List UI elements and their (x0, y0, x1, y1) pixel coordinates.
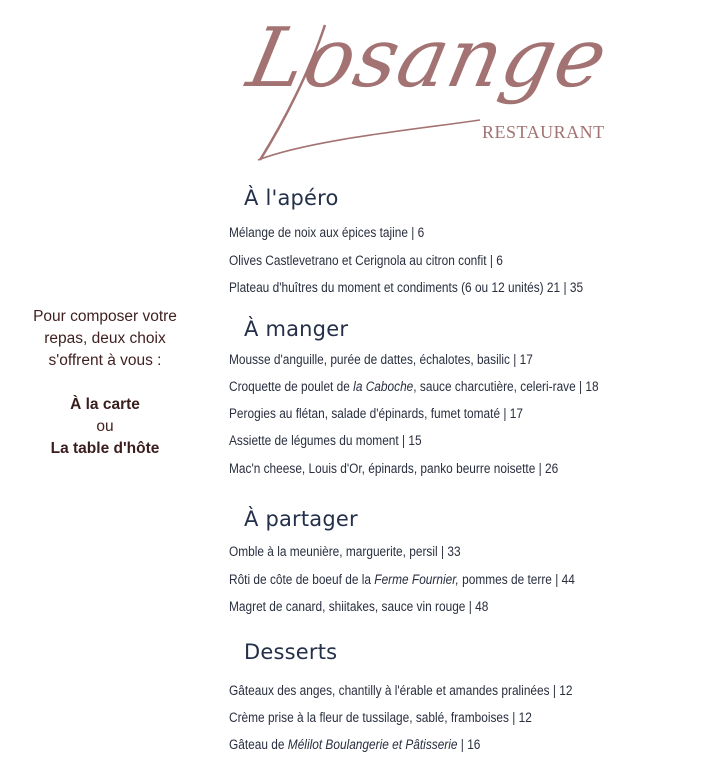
menu-item-text: Gâteau de (229, 737, 288, 752)
menu-item: Magret de canard, shiitakes, sauce vin rouge | 48 (229, 599, 489, 614)
menu-item: Mac'n cheese, Louis d'Or, épinards, panko beurre noisette | 26 (229, 461, 559, 476)
side-note (10, 306, 200, 460)
section-title-desserts: Desserts (244, 640, 338, 664)
menu-item-emphasis: la Caboche (353, 379, 414, 394)
section-title-manger: À manger (244, 317, 349, 341)
menu-item: Mélange de noix aux épices tajine | 6 (229, 225, 425, 240)
choice-a-la-carte: À la carte (70, 396, 140, 413)
menu-item (229, 379, 599, 394)
menu-item-emphasis: Mélilot Boulangerie et Pâtisserie (287, 737, 458, 752)
side-note-line: s'offrent à vous : (48, 352, 162, 369)
restaurant-logo (230, 10, 650, 170)
menu-item-text: Croquette de poulet de (229, 379, 354, 394)
menu-item: Assiette de légumes du moment | 15 (229, 433, 422, 448)
menu-item: Mousse d'anguille, purée de dattes, échalotes, basilic | 17 (229, 352, 533, 367)
logo-subtitle: RESTAURANT (482, 122, 605, 142)
menu-item: Crème prise à la fleur de tussilage, sablé, framboises | 12 (229, 710, 532, 725)
side-note-line: repas, deux choix (44, 330, 166, 347)
section-title-apero: À l'apéro (244, 186, 339, 210)
menu-item: Perogies au flétan, salade d'épinards, fumet tomaté | 17 (229, 406, 523, 421)
menu-item-text: , sauce charcutière, celeri-rave | 18 (413, 379, 599, 394)
choice-separator: ou (96, 418, 114, 435)
side-note-line: Pour composer votre (33, 308, 177, 325)
logo-script-text: Losange (240, 11, 616, 106)
menu-item: Olives Castlevetrano et Cerignola au citron confit | 6 (229, 253, 503, 268)
menu-item-emphasis: Ferme Fournier, (374, 572, 459, 587)
menu-item-text: | 16 (457, 737, 481, 752)
menu-item: Gâteaux des anges, chantilly à l'érable et amandes pralinées | 12 (229, 683, 573, 698)
section-title-partager: À partager (244, 507, 358, 531)
menu-item-text: Rôti de côte de boeuf de la (229, 572, 375, 587)
menu-item-text: pommes de terre | 44 (458, 572, 575, 587)
menu-item (229, 572, 575, 587)
menu-item: Omble à la meunière, marguerite, persil | 33 (229, 544, 461, 559)
menu-item: Plateau d'huîtres du moment et condiments (6 ou 12 unités) 21 | 35 (229, 280, 584, 295)
menu-item (229, 737, 480, 752)
choice-table-dhote: La table d'hôte (50, 440, 160, 457)
